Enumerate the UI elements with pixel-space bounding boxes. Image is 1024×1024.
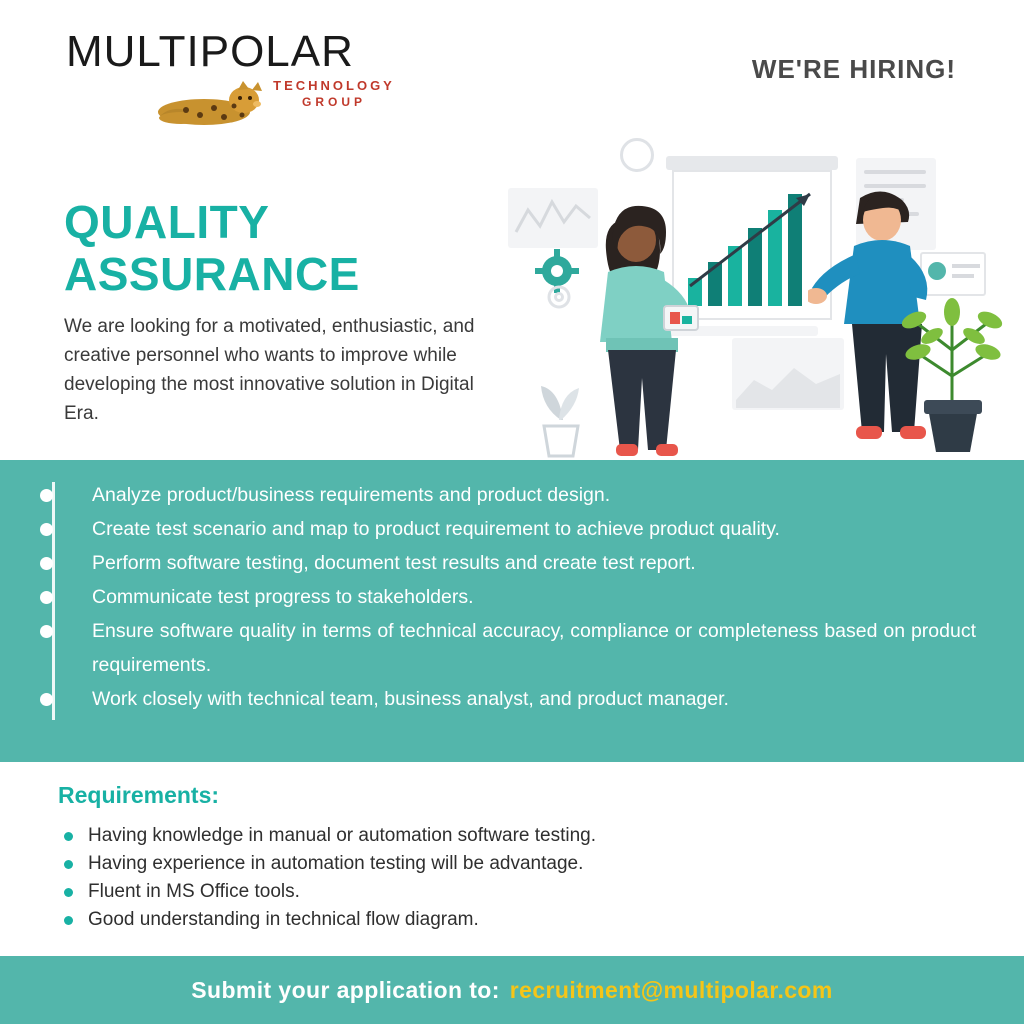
poster-footer [0,956,1024,1024]
list-item: Perform software testing, document test results and create test report. [92,546,976,580]
job-title-line2: ASSURANCE [64,248,360,300]
gear-icon [544,282,574,312]
hero-illustration [500,130,1024,460]
poster-header [0,0,1024,150]
list-item: Communicate test progress to stakeholders. [92,580,976,614]
list-item: Analyze product/business requirements and product design. [92,478,976,512]
job-title-line1: QUALITY [64,196,270,248]
potted-plant-icon [892,290,1012,460]
list-item: Having knowledge in manual or automation software testing. [58,822,938,850]
logo-tagline-line1: TECHNOLOGY [273,78,395,93]
page-title [64,196,360,300]
list-item: Having experience in automation testing will be advantage. [58,850,938,878]
requirements-list [58,822,938,934]
responsibilities-band [0,460,1024,762]
list-item: Good understanding in technical flow diagram. [58,906,938,934]
job-description: We are looking for a motivated, enthusiastic, and creative personnel who wants to improve while developing the most innovative solution in Digital Era. [64,316,475,424]
small-plant-icon [526,360,596,460]
clock-icon [620,138,654,172]
list-item: Work closely with technical team, business analyst, and product manager. [92,682,976,716]
logo-tagline [254,78,414,110]
company-logo [66,28,426,118]
leopard-icon [126,70,276,130]
logo-tagline-line2: GROUP [301,95,366,109]
list-item: Ensure software quality in terms of technical accuracy, compliance or completeness based on product requirements. [92,614,976,682]
contact-email[interactable]: recruitment@multipolar.com [509,976,833,1003]
cta-text: Submit your application to: [191,976,500,1003]
hiring-label: WE'RE HIRING! [751,54,956,84]
list-item: Fluent in MS Office tools. [58,878,938,906]
list-item: Create test scenario and map to product requirement to achieve product quality. [92,512,976,546]
requirements-heading: Requirements: [58,782,220,808]
logo-wordmark: MULTIPOLAR [66,27,354,76]
person-presenter-icon [578,180,708,460]
responsibilities-list [0,460,1024,716]
